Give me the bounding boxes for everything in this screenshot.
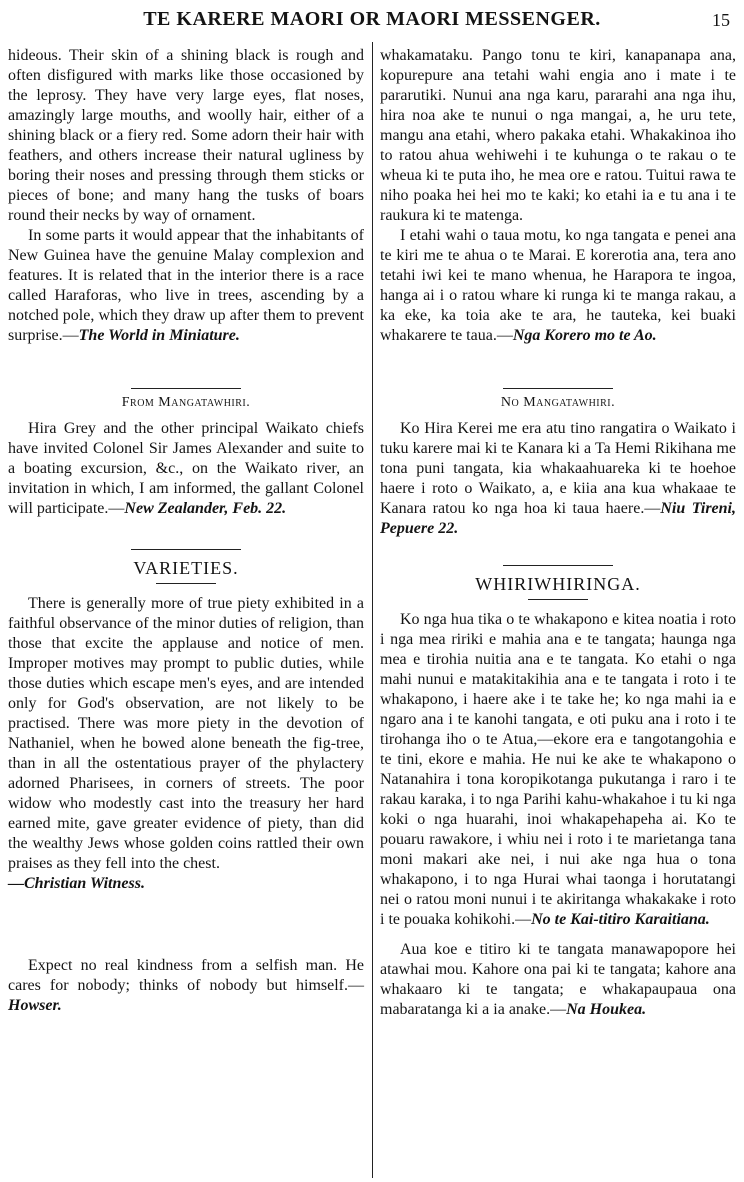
motu-source: Nga Korero mo te Ao. bbox=[512, 327, 657, 344]
whiriwhiringa-article bbox=[380, 610, 736, 930]
expect-article bbox=[8, 956, 364, 1016]
section-rule bbox=[131, 388, 241, 389]
whiriwhiringa-source: No te Kai-titiro Karaitiana. bbox=[531, 911, 710, 928]
no-mangatawhiri-text: Ko Hira Kerei me era atu tino rangatira o Waikato i tuku karere mai ki te Kanara ki a Ta Hemi Rikihana me tona puni tangata, kia whakaahuareka ki te hoehoe haere i roto o Waikato, a, e kiia ana kua whakaae te Kanara ratou ko nga hoa ki taua haere.— bbox=[380, 420, 736, 517]
new-guinea-interior bbox=[8, 226, 364, 346]
varieties-source-line bbox=[8, 874, 364, 894]
varieties-source: —Christian Witness. bbox=[8, 875, 145, 892]
mangatawhiri-text: Hira Grey and the other principal Waikato chiefs have invited Colonel Sir James Alexander and suite to a boating excursion, &c., on the Waikato river, an invitation in which, I am informed, the gallant Colonel will participate.— bbox=[8, 420, 364, 517]
varieties-article: There is generally more of true piety exhibited in a faithful observance of the minor duties of religion, than those that excite the applause and notice of men. Improper motives may prompt to public duties, while those duties which escape men's eyes, and are intended only for God's observation, are not likely to be practised. There was more piety in the devotion of Nathaniel, when he bowed alone beneath the fig-tree, than in all the ostentatious prayer of the phylactery adorned Pharisees, in corners of streets. The poor widow who modestly cast into the treasury her hard earned mite, gave greater evidence of piety, than did the wealthy Jews whose golden coins rattled their own praises as they fell into the chest. bbox=[8, 595, 364, 872]
new-guinea-interior-text: In some parts it would appear that the inhabitants of New Guinea have the genuine Malay complexion and features. It is related that in the interior there is a race called Haraforas, who live in trees, ascending by a notched pole, which they draw up after them to prevent surprise.— bbox=[8, 227, 364, 344]
left-column-english bbox=[8, 46, 364, 1016]
page-number: 15 bbox=[712, 10, 730, 30]
heading-underline bbox=[528, 599, 588, 600]
whiriwhiringa-heading: WHIRIWHIRINGA. bbox=[475, 574, 641, 594]
section-rule bbox=[503, 565, 613, 566]
section-rule bbox=[131, 549, 241, 550]
section-rule bbox=[503, 388, 613, 389]
right-column-maori bbox=[380, 46, 736, 1020]
mangatawhiri-heading: From Mangatawhiri. bbox=[121, 395, 251, 410]
motu-text: I etahi wahi o taua motu, ko nga tangata e penei ana te kiri me te ahua o te Marai. E korerotia ana, tera ano tetahi iwi kei te mano whenua, he Harapora te ingoa, hanga ai i o ratou whare ki runga ki te manga rakau, a ka eke, ka toia ake te ara, he tauteka, kei buaki whakarere te taua.— bbox=[380, 227, 736, 344]
no-mangatawhiri-heading: No Mangatawhiri. bbox=[500, 395, 616, 410]
page-header bbox=[0, 4, 744, 44]
column-divider bbox=[372, 42, 373, 1178]
expect-text: Expect no real kindness from a selfish man. He cares for nobody; thinks of nobody but himself.— bbox=[8, 957, 364, 994]
no-mangatawhiri-article bbox=[380, 419, 736, 539]
heading-underline bbox=[156, 583, 216, 584]
expect-source: Howser. bbox=[8, 997, 62, 1014]
new-guinea-source: The World in Miniature. bbox=[78, 327, 240, 344]
new-guinea-description: hideous. Their skin of a shining black is rough and often disfigured with marks like those occasioned by the leprosy. They have very large eyes, flat noses, amazingly large mouths, and woolly hair, either of a shining black or a fiery red. Some adorn their hair with feathers, and others increase their natural ugliness by boring their noses and pressing through them sticks or pieces of bone; and many hang the tusks of boars round their necks by way of ornament. bbox=[8, 47, 364, 224]
aua-source: Na Houkea. bbox=[566, 1001, 647, 1018]
mangatawhiri-article bbox=[8, 419, 364, 519]
whakaahua-description: whakamataku. Pango tonu te kiri, kanapanapa ana, kopurepure ana tetahi wahi engia ano i mate i te pararutiki. Nunui ana nga karu, pararahi ana nga ihu, hira noa ake te nunui o nga mangai, a, he uru tete, mangu ana etahi, whero pakaka etahi. Whakakinoa iho to ratou ahua wehiwehi i te kuhunga o te rakau o te wheua ki te puta iho, he mea ore e ratou. Tuitui rawa te niho poaka hei hei mo te kaki; ko etahi ia e tu ana i te raukura ki te matenga. bbox=[380, 47, 736, 224]
varieties-heading: VARIETIES. bbox=[133, 558, 239, 578]
running-title: TE KARERE MAORI OR MAORI MESSENGER. bbox=[143, 8, 601, 30]
motu-paragraph bbox=[380, 226, 736, 346]
no-mangatawhiri-source: Niu Tireni, Pepuere 22. bbox=[380, 500, 736, 537]
aua-article bbox=[380, 940, 736, 1020]
mangatawhiri-source: New Zealander, Feb. 22. bbox=[124, 500, 287, 517]
whiriwhiringa-text: Ko nga hua tika o te whakapono e kitea noatia i roto i nga mea ririki e mahia ana e te tangata; haunga nga mea e tirohia nuitia ana e te tangata. Ko etahi o nga mahi nunui e matakitakihia ana e te tangata i roto i te whakapono, i haere ake i te take he; ko nga mahi ia e ngaro ana i te kanohi tangata, e oti puku ana i roto i te tirohanga iho o te Atua,—ekore era e tangotangohia e te tini, ekore e mahia. He nui ke ake te whakapono o Natanahira i tona koropikotanga pukutanga i raro i te rakau karaka, i to nga Parihi kahu-whakahoe i tu ki nga koki o nga huarahi, inoi whakapehapeha ai. Ko te pouaru rawakore, i whiu nei i roto i te marietanga tana moni makari ake nei, i nui ake nga hua o tona whakapono, i to nga Hurai whai taonga i horutatangi nei o ratou moni nunui i te akiritanga whakakake i roto i te pouaka kohikohi.— bbox=[380, 611, 736, 928]
aua-text: Aua koe e titiro ki te tangata manawapopore hei atawhai mou. Kahore ona pai ki te tangata; kahore ana whakaaro ki te tangata; e whakapaupaua ona mabaratanga ki a ia anake.— bbox=[380, 941, 736, 1018]
